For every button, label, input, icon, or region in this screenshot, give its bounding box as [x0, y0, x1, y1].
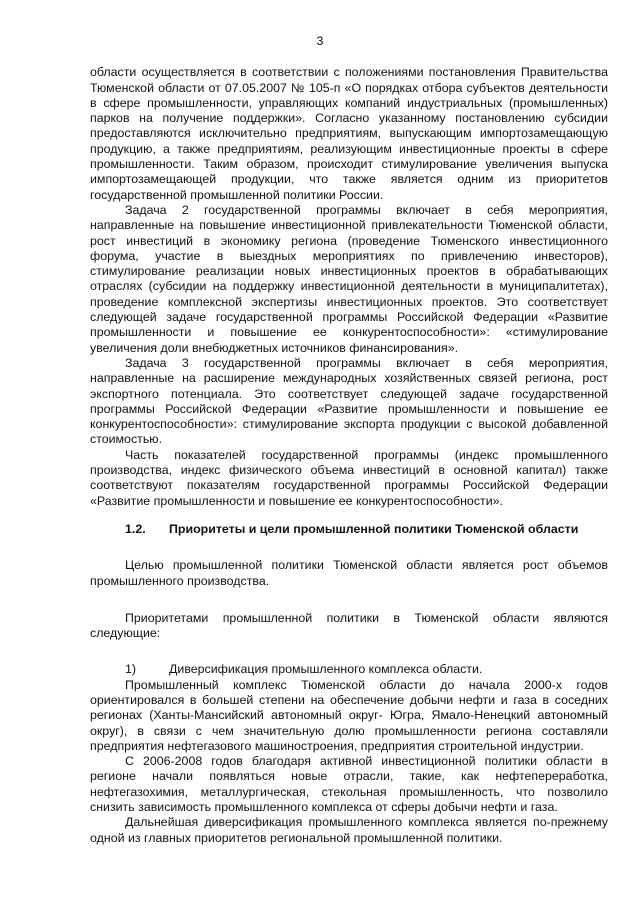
paragraph: Дальнейшая диверсификация промышленного комплекса является по-прежнему одной из главных приоритетов региональной промышленной политики.	[90, 815, 608, 845]
section-title: Приоритеты и цели промышленной политики Тюменской области	[169, 521, 579, 536]
list-item-number: 1)	[125, 662, 137, 677]
paragraph: Промышленный комплекс Тюменской области до начала 2000-х годов ориентировался в большей степени на обеспечение добычи нефти и газа в соседних регионах (Ханты-Мансийский автономный округ- Югра, Ямало-Ненецкий автономный округ), в связи с чем значительную долю промышленности региона составляли предприятия нефтегазового машиностроения, предприятия строительной индустрии.	[90, 677, 608, 753]
paragraph: Задача 2 государственной программы включает в себя мероприятия, направленные на повышение инвестиционной привлекательности Тюменской области, рост инвестиций в экономику региона (проведение Тюменского инвестиционного форума, участие в выездных мероприятиях по привлечению инвесторов), стимулирование реализации новых инвестиционных проектов в обрабатывающих отраслях (субсидии на поддержку инвестиционной деятельности в муниципалитетах), проведение комплексной экспертизы инвестиционных проектов. Это соответствует следующей задаче государственной программы Российской Федерации «Развитие промышленности и повышение ее конкурентоспособности»: «стимулирование увеличения доли внебюджетных источников финансирования».	[90, 202, 608, 355]
section-number: 1.2.	[125, 521, 146, 536]
page-number: 3	[316, 34, 324, 48]
section-heading	[125, 522, 608, 537]
paragraph: области осуществляется в соответствии с положениями постановления Правительства Тюменской области от 07.05.2007 № 105-п «О порядках отбора субъектов деятельности в сфере промышленности, управляющих компаний индустриальных (промышленных) парков на получение поддержки». Согласно указанному постановлению субсидии предоставляются исключительно предприятиям, выпускающим импортозамещающую продукцию, а также предприятиям, реализующим инвестиционные проекты в сфере промышленности. Таким образом, происходит стимулирование увеличения выпуска импортозамещающей продукции, что также является одним из приоритетов государственной промышленной политики России.	[90, 65, 608, 202]
list-item-text: Диверсификация промышленного комплекса области.	[169, 662, 483, 677]
paragraph: Часть показателей государственной программы (индекс промышленного производства, индекс физического объема инвестиций в основной капитал) также соответствуют показателям государственной программы Российской Федерации «Развитие промышленности и повышение ее конкурентоспособности».	[90, 447, 608, 508]
list-item	[125, 662, 608, 677]
paragraph: Приоритетами промышленной политики в Тюменской области являются следующие:	[90, 610, 608, 641]
paragraph: Задача 3 государственной программы включает в себя мероприятия, направленные на расширение международных хозяйственных связей региона, рост экспортного потенциала. Это соответствует следующей задаче государственной программы Российской Федерации «Развитие промышленности и повышение ее конкурентоспособности»: стимулирование экспорта продукции с высокой добавленной стоимостью.	[90, 355, 608, 447]
paragraph: Целью промышленной политики Тюменской области является рост объемов промышленного производства.	[90, 558, 608, 588]
paragraph: С 2006-2008 годов благодаря активной инвестиционной политики области в регионе начали появляться новые отрасли, такие, как нефтепереработка, нефтегазохимия, металлургическая, стекольная промышленность, что позволило снизить зависимость промышленного комплекса от сферы добычи нефти и газа.	[90, 754, 608, 815]
